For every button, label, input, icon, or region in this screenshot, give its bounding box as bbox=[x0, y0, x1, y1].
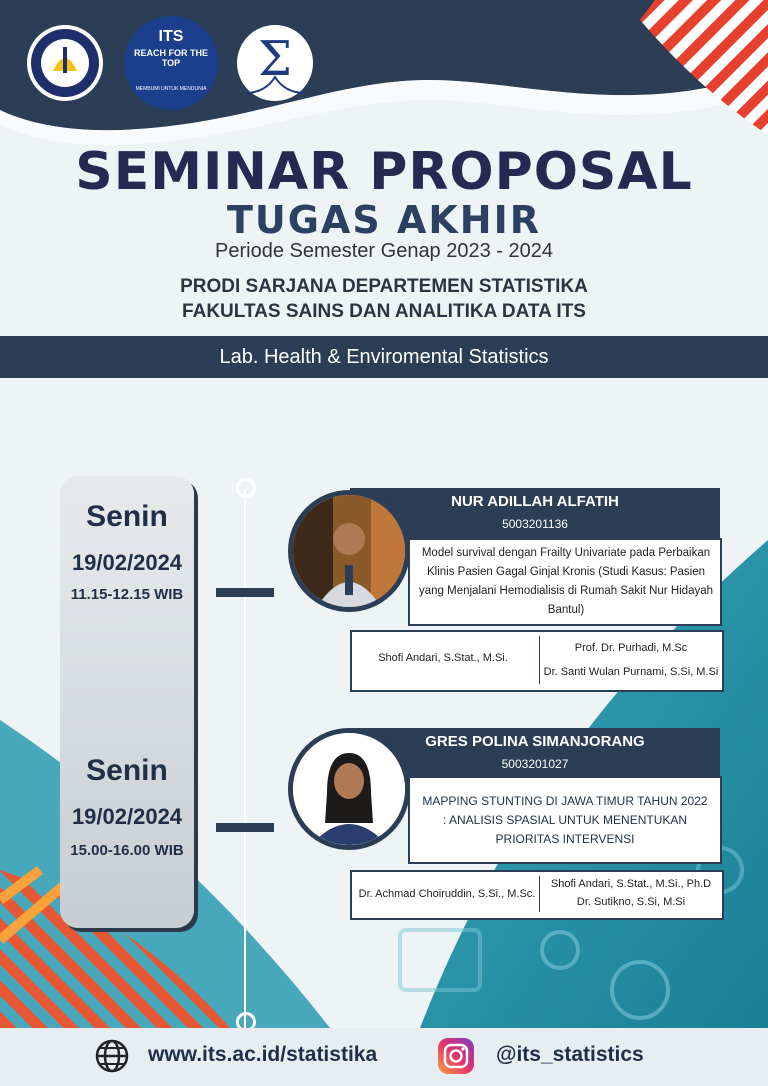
its-tagline: REACH FOR THE TOP bbox=[134, 48, 208, 68]
presenter-1-nrp: 5003201136 bbox=[502, 517, 568, 531]
its-motto: MEMBUMI UNTUK MENDUNIA bbox=[135, 86, 207, 92]
presenter-1-examiner-1: Prof. Dr. Purhadi, M.Sc bbox=[574, 642, 688, 654]
its-logo-badge bbox=[27, 25, 103, 101]
presenter-1-photo bbox=[288, 490, 410, 612]
timeline-marker-1 bbox=[216, 588, 274, 597]
presenter-2-name: GRES POLINA SIMANJORANG bbox=[425, 733, 645, 750]
presenter-1-thesis-box bbox=[408, 538, 722, 626]
committee-divider bbox=[539, 636, 540, 684]
presenter-1-supervisor: Shofi Andari, S.Stat., M.Si. bbox=[378, 652, 508, 664]
presenter-1-committee bbox=[350, 630, 724, 692]
avatar-icon bbox=[293, 495, 405, 607]
lab-banner: Lab. Health & Enviromental Statistics bbox=[0, 336, 768, 378]
presenter-2-thesis: MAPPING STUNTING DI JAWA TIMUR TAHUN 2022 : ANALISIS SPASIAL UNTUK MENENTUKAN PRIORITAS INTERVENSI bbox=[422, 794, 708, 846]
presenter-2-thesis-box bbox=[408, 776, 722, 864]
its-gear-logo-icon bbox=[27, 25, 103, 101]
prodi-line-1: PRODI SARJANA DEPARTEMEN STATISTIKA bbox=[180, 276, 588, 297]
its-logo-text: ITS bbox=[158, 28, 184, 45]
page-title: SEMINAR PROPOSAL bbox=[75, 142, 693, 202]
timeline-knob-top bbox=[236, 478, 256, 498]
bell-curve-icon bbox=[245, 75, 305, 95]
schedule-date-card bbox=[60, 476, 194, 928]
session-1-time: 11.15-12.15 WIB bbox=[70, 586, 184, 603]
prodi-line-2: FAKULTAS SAINS DAN ANALITIKA DATA ITS bbox=[182, 301, 586, 322]
instagram-icon bbox=[436, 1036, 476, 1076]
prodi-text bbox=[0, 274, 768, 324]
session-1-day: Senin bbox=[86, 500, 168, 533]
period-text: Periode Semester Genap 2023 - 2024 bbox=[215, 240, 553, 262]
presenter-2-examiner-1: Shofi Andari, S.Stat., M.Si., Ph.D bbox=[550, 878, 712, 890]
sigma-icon: Σ bbox=[258, 31, 292, 87]
session-2-date: 19/02/2024 bbox=[71, 804, 183, 829]
session-2-day: Senin bbox=[86, 754, 168, 787]
globe-icon bbox=[94, 1038, 130, 1074]
session-2-time: 15.00-16.00 WIB bbox=[70, 842, 184, 859]
avatar-icon bbox=[293, 733, 405, 845]
timeline-marker-2 bbox=[216, 823, 274, 832]
presenter-2-nrp: 5003201027 bbox=[501, 757, 569, 771]
statistika-logo bbox=[237, 25, 313, 101]
page-subtitle: TUGAS AKHIR bbox=[226, 198, 542, 242]
presenter-2-examiner-2: Dr. Sutikno, S.Si, M.Si bbox=[576, 896, 686, 908]
presenter-2-committee bbox=[350, 870, 724, 920]
its-reach-logo bbox=[124, 16, 218, 110]
instagram-handle[interactable]: @its_statistics bbox=[496, 1043, 644, 1066]
presenter-1-examiner-2: Dr. Santi Wulan Purnami, S.Si, M.Si bbox=[543, 666, 719, 678]
presenter-1-thesis: Model survival dengan Frailty Univariate pada Perbaikan Klinis Pasien Gagal Ginjal Kronis (Studi Kasus: Pasien yang Menjalani Hemodialisis di Rumah Sakit Nur Hidayah Bantul) bbox=[418, 547, 714, 616]
timeline-rail bbox=[244, 490, 246, 1030]
committee-divider bbox=[539, 876, 540, 912]
website-link[interactable]: www.its.ac.id/statistika bbox=[148, 1043, 378, 1066]
presenter-2-supervisor: Dr. Achmad Choiruddin, S.Si., M.Sc. bbox=[358, 888, 536, 900]
presenter-1-name: NUR ADILLAH ALFATIH bbox=[451, 493, 619, 510]
session-1-date: 19/02/2024 bbox=[71, 550, 183, 575]
presenter-2-photo bbox=[288, 728, 410, 850]
